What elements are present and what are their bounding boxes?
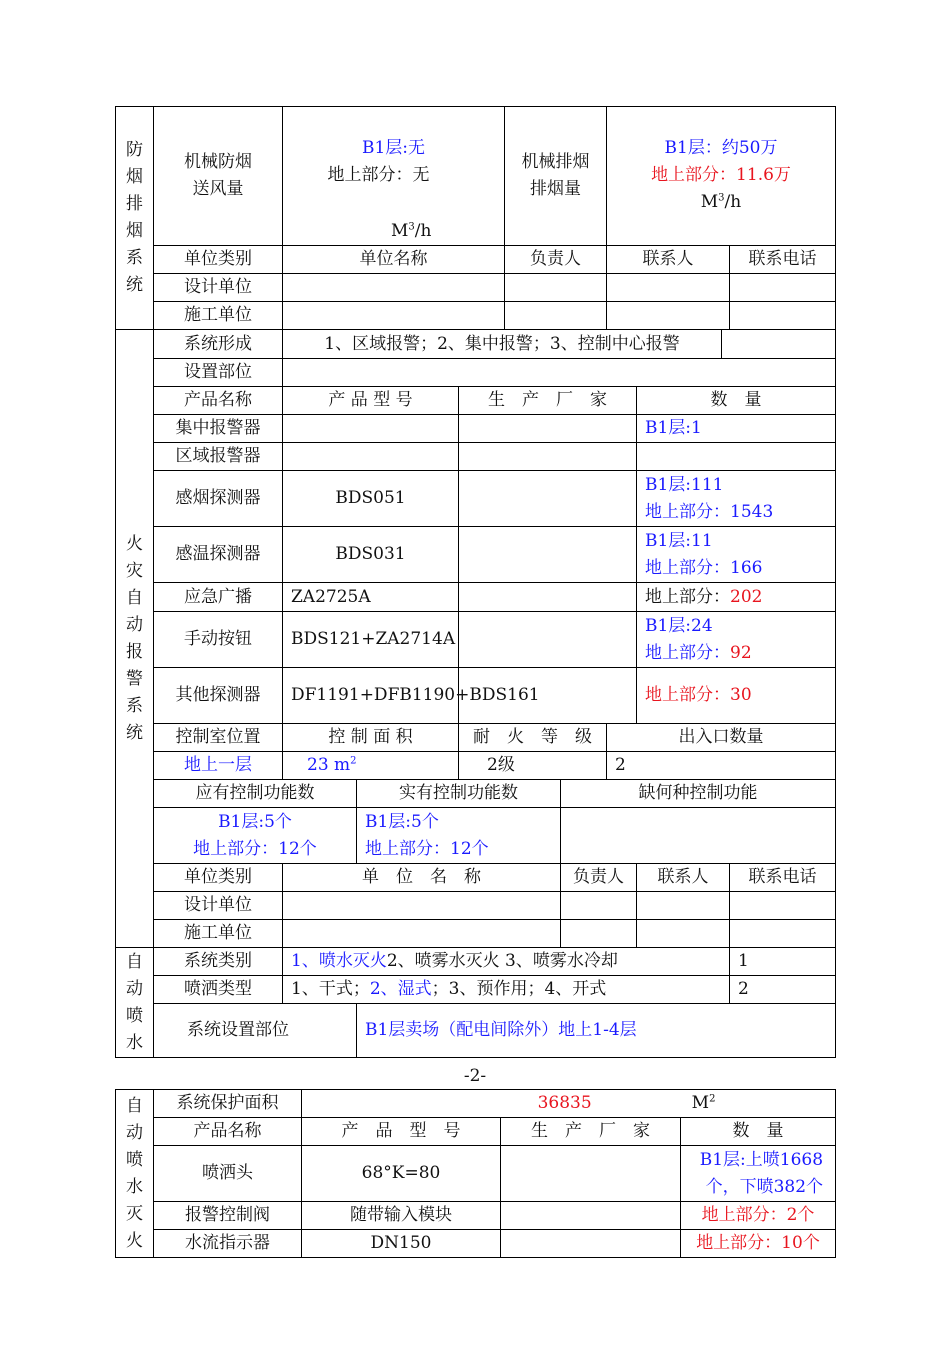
fire-units-header: 单位类别 单 位 名 称 负责人 联系人 联系电话	[116, 864, 836, 892]
system-form-label: 系统形成	[154, 330, 283, 359]
exhaust-label: 机械排烟排烟量	[505, 107, 607, 246]
product-row: 感烟探测器 BDS051 B1层:111 地上部分：1543	[116, 471, 836, 527]
smoke-section-label: 防烟排烟系统	[116, 107, 154, 330]
product-row: 喷洒头 68°K=80 B1层:上喷1668个，下喷382个	[116, 1146, 836, 1202]
product-row: 报警控制阀 随带输入模块 地上部分：2个	[116, 1202, 836, 1230]
product-row: 手动按钮 BDS121+ZA2714A B1层:24 地上部分：92	[116, 612, 836, 668]
fire-location-label: 设置部位	[154, 359, 283, 387]
spray-type-options: 1、干式；2、湿式；3、预作用；4、开式	[283, 976, 730, 1004]
sprinkler-type-options: 1、喷水灭火2、喷雾水灭火 3、喷雾水冷却	[283, 948, 730, 976]
fire-product-header: 产品名称 产 品 型 号 生 产 厂 家 数 量	[116, 387, 836, 415]
product-row: 区域报警器	[116, 443, 836, 471]
product-row: 水流指示器 DN150 地上部分：10个	[116, 1230, 836, 1258]
control-room-row: 地上一层 23 $m^2$ 2级 2	[116, 752, 836, 780]
protect-area-label: 系统保护面积	[154, 1090, 302, 1118]
smoke-units-header: 单位类别 单位名称 负责人 联系人 联系电话	[116, 246, 836, 274]
sprinkler-section-label: 自动喷水	[116, 948, 154, 1058]
system-form-value: 1、区域报警；2、集中报警；3、控制中心报警	[283, 330, 722, 359]
control-room-header: 控制室位置 控 制 面 积 耐 火 等 级 出入口数量	[116, 724, 836, 752]
fire-construction-unit-row: 施工单位	[116, 920, 836, 948]
protect-area-value: 36835 $M^2$	[302, 1090, 836, 1118]
sprinkler-product-table	[115, 1089, 836, 1258]
control-function-header: 应有控制功能数 实有控制功能数 缺何种控制功能	[116, 780, 836, 808]
fire-section-label: 火灾自动报警系统	[116, 330, 154, 948]
product-row: 其他探测器 DF1191+DFB1190+BDS161 地上部分：30	[116, 668, 836, 724]
smoke-design-unit-row: 设计单位	[116, 274, 836, 302]
spray-type-value: 2	[730, 976, 836, 1004]
supply-label: 机械防烟送风量	[154, 107, 283, 246]
supply-value: B1层:无 地上部分：无 $M^3/h$	[283, 107, 505, 246]
sprinkler-type-value: 1	[730, 948, 836, 976]
spray-type-label: 喷洒类型	[154, 976, 283, 1004]
product-row: 应急广播 ZA2725A 地上部分：202	[116, 583, 836, 612]
product-row: 集中报警器 B1层:1	[116, 415, 836, 443]
sprinkler2-section-label: 自动喷水灭火	[116, 1090, 154, 1258]
fire-location-value	[283, 359, 836, 387]
sprinkler-product-header: 产品名称 产 品 型 号 生 产 厂 家 数 量	[116, 1118, 836, 1146]
sprinkler-location-value: B1层卖场（配电间除外）地上1-4层	[357, 1004, 836, 1058]
control-function-row: B1层:5个 地上部分：12个 B1层:5个 地上部分：12个	[116, 808, 836, 864]
product-row: 感温探测器 BDS031 B1层:11 地上部分：166	[116, 527, 836, 583]
fire-design-unit-row: 设计单位	[116, 892, 836, 920]
exhaust-value: B1层：约50万 地上部分：11.6万 $M^3/h$	[607, 107, 836, 246]
page-number: -2-	[463, 1066, 487, 1086]
sprinkler-location-label: 系统设置部位	[154, 1004, 357, 1058]
smoke-construction-unit-row: 施工单位	[116, 302, 836, 330]
sprinkler-type-label: 系统类别	[154, 948, 283, 976]
fire-facility-table	[115, 106, 836, 1058]
